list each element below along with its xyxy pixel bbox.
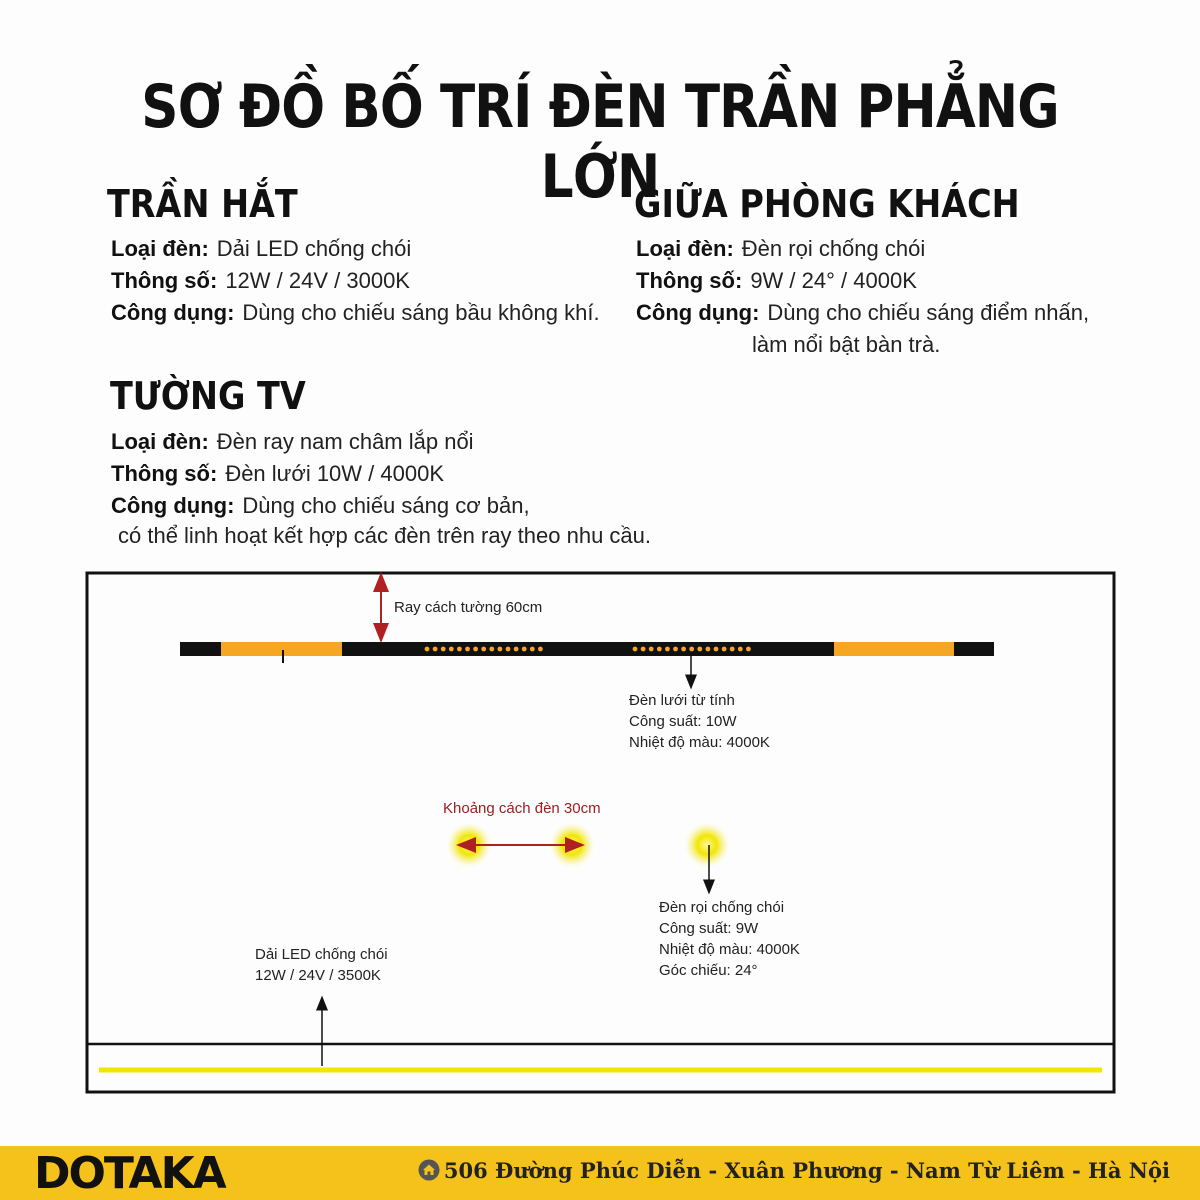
- grid-light-led: [714, 647, 719, 652]
- grid-light-led: [538, 647, 543, 652]
- grid-light-led: [641, 647, 646, 652]
- home-icon: [418, 1159, 440, 1186]
- spec-row: Thông số: Đèn lưới 10W / 4000K: [111, 461, 445, 486]
- spec-row: Loại đèn: Dải LED chống chói: [111, 236, 412, 261]
- rail-distance-label: Ray cách tường 60cm: [394, 599, 543, 616]
- section-heading-tuong-tv: TƯỜNG TV: [110, 374, 306, 418]
- grid-light-led: [722, 647, 727, 652]
- grid-light-led: [633, 647, 638, 652]
- grid-light-led: [657, 647, 662, 652]
- spec-row: Công dụng: Dùng cho chiếu sáng điểm nhấn,: [636, 300, 1090, 325]
- grid-light-led: [522, 647, 527, 652]
- spot-light-note: Đèn rọi chống chói Công suất: 9W Nhiệt độ màu: 4000K Góc chiếu: 24°: [659, 899, 800, 979]
- spec-row: Thông số: 12W / 24V / 3000K: [111, 268, 410, 293]
- spec-row-continuation: có thể linh hoạt kết hợp các đèn trên ray theo nhu cầu.: [118, 523, 651, 548]
- rail-light-segment: [221, 642, 342, 656]
- grid-light-led: [746, 647, 751, 652]
- grid-light-led: [489, 647, 494, 652]
- grid-light-led: [465, 647, 470, 652]
- grid-light-note: Đèn lưới từ tính Công suất: 10W Nhiệt độ màu: 4000K: [629, 692, 770, 751]
- grid-light-led: [498, 647, 503, 652]
- brand-logo: DOTAKA: [34, 1148, 225, 1199]
- grid-light-led: [433, 647, 438, 652]
- grid-light-led: [473, 647, 478, 652]
- led-strip-note: Dải LED chống chói 12W / 24V / 3500K: [255, 946, 388, 984]
- grid-light-led: [481, 647, 486, 652]
- grid-light-led: [457, 647, 462, 652]
- section-heading-tran-hat: TRẦN HẮT: [107, 182, 298, 226]
- section-heading-giua-phong-khach: GIỮA PHÒNG KHÁCH: [634, 182, 1020, 226]
- spec-row: Loại đèn: Đèn rọi chống chói: [636, 236, 926, 261]
- grid-light-led: [649, 647, 654, 652]
- spot-light: [683, 821, 731, 869]
- grid-light-led: [425, 647, 430, 652]
- grid-light-led: [681, 647, 686, 652]
- grid-light-led: [673, 647, 678, 652]
- grid-light-led: [514, 647, 519, 652]
- grid-light-dots: [425, 647, 543, 652]
- rail-light-segment: [834, 642, 954, 656]
- spec-row: Công dụng: Dùng cho chiếu sáng cơ bản,: [111, 493, 530, 518]
- grid-light-led: [697, 647, 702, 652]
- grid-light-led: [449, 647, 454, 652]
- grid-light-dots: [633, 647, 751, 652]
- grid-light-led: [530, 647, 535, 652]
- spec-row: Công dụng: Dùng cho chiếu sáng bầu không khí.: [111, 300, 600, 325]
- grid-light-led: [730, 647, 735, 652]
- page-title: SƠ ĐỒ BỐ TRÍ ĐÈN TRẦN PHẲNG LỚN: [141, 72, 1059, 212]
- grid-light-led: [738, 647, 743, 652]
- spec-row: Loại đèn: Đèn ray nam châm lắp nổi: [111, 429, 474, 454]
- grid-light-led: [506, 647, 511, 652]
- grid-light-led: [441, 647, 446, 652]
- grid-light-led: [665, 647, 670, 652]
- grid-light-led: [689, 647, 694, 652]
- spec-row-continuation: làm nổi bật bàn trà.: [752, 332, 941, 357]
- grid-light-led: [706, 647, 711, 652]
- spacing-label: Khoảng cách đèn 30cm: [443, 800, 601, 817]
- spec-row: Thông số: 9W / 24° / 4000K: [636, 268, 917, 293]
- footer-address: 506 Đường Phúc Diễn - Xuân Phương - Nam Từ Liêm - Hà Nội: [418, 1158, 1170, 1186]
